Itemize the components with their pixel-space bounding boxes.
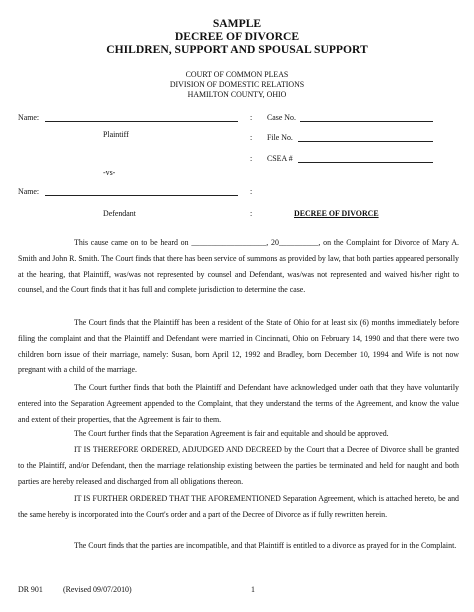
file-no-label: File No. bbox=[267, 133, 293, 142]
defendant-label: Defendant bbox=[103, 209, 136, 218]
case-no-label: Case No. bbox=[267, 113, 296, 122]
page-number: 1 bbox=[251, 585, 255, 594]
plaintiff-label: Plaintiff bbox=[103, 130, 129, 139]
versus-label: -vs- bbox=[103, 168, 116, 177]
title-sample: SAMPLE bbox=[212, 17, 262, 30]
title-decree: DECREE OF DIVORCE bbox=[174, 30, 300, 43]
caption-colon: : bbox=[250, 113, 253, 122]
title-subject: CHILDREN, SUPPORT AND SPOUSAL SUPPORT bbox=[106, 43, 368, 56]
body-paragraph: The Court further finds that the Separation Agreement is fair and equitable and should be approved. bbox=[74, 429, 389, 438]
body-paragraph: IT IS THEREFORE ORDERED, ADJUDGED AND DECREED by the Court that a Decree of Divorce shall be granted to the Plaintiff, and/or Defendant, then the marriage relationship existing between the parties be terminated and held for naught and both parties are hereby released and discharged from all obligations thereon. bbox=[18, 445, 459, 486]
court-division: DIVISION OF DOMESTIC RELATIONS bbox=[169, 80, 305, 89]
body-paragraph: The Court finds that the parties are incompatible, and that Plaintiff is entitled to a divorce as prayed for in the Complaint. bbox=[74, 541, 457, 550]
caption-colon: : bbox=[250, 133, 253, 142]
caption-colon: : bbox=[250, 187, 253, 196]
csea-line bbox=[298, 162, 433, 163]
case-no-line bbox=[300, 121, 433, 122]
body-paragraph: IT IS FURTHER ORDERED THAT THE AFOREMENTIONED Separation Agreement, which is attached hereto, be and the same hereby is incorporated into the Court's order and a part of the Decree of Divorce as if fully rewritten herein. bbox=[18, 494, 459, 519]
court-county: HAMILTON COUNTY, OHIO bbox=[187, 90, 287, 99]
body-paragraph: This cause came on to be heard on ___________________, 20__________, on the Complaint for Divorce of Mary A. Smith and John R. Smith. The Court finds that there has been service of summons as provided by law, that both parties appeared personally at the hearing, that Plaintiff, was/was not represented by counsel and Defendant, was/was not represented and waived his/her right to counsel, and the Court finds that it has full and complete jurisdiction to determine the case. bbox=[18, 238, 459, 295]
caption-colon: : bbox=[250, 209, 253, 218]
defendant-name-line bbox=[45, 195, 238, 196]
plaintiff-name-line bbox=[45, 121, 238, 122]
form-id: DR 901 bbox=[18, 585, 43, 594]
caption-colon: : bbox=[250, 154, 253, 163]
revision-date: (Revised 09/07/2010) bbox=[63, 585, 132, 594]
file-no-line bbox=[298, 141, 433, 142]
csea-label: CSEA # bbox=[267, 154, 293, 163]
plaintiff-name-label: Name: bbox=[18, 113, 40, 122]
defendant-name-label: Name: bbox=[18, 187, 40, 196]
body-paragraph: The Court further finds that both the Plaintiff and Defendant have acknowledged under oath that they have voluntarily entered into the Separation Agreement appended to the Complaint, that they understand the terms of the Agreement, and know the value and extent of their properties, that the Agreement is fair to them. bbox=[18, 383, 459, 424]
decree-heading: DECREE OF DIVORCE bbox=[294, 209, 379, 218]
body-paragraph: The Court finds that the Plaintiff has been a resident of the State of Ohio for at least six (6) months immediately before filing the complaint and that the Plaintiff and Defendant were married in Cincinnati, Ohio on February 14, 1990 and that there were two children born issue of their marriage, namely: Susan, born April 12, 1992 and Bradley, born December 10, 1994 and Wife is not now pregnant with a child of the marriage. bbox=[18, 318, 459, 375]
court-name: COURT OF COMMON PLEAS bbox=[185, 70, 289, 79]
